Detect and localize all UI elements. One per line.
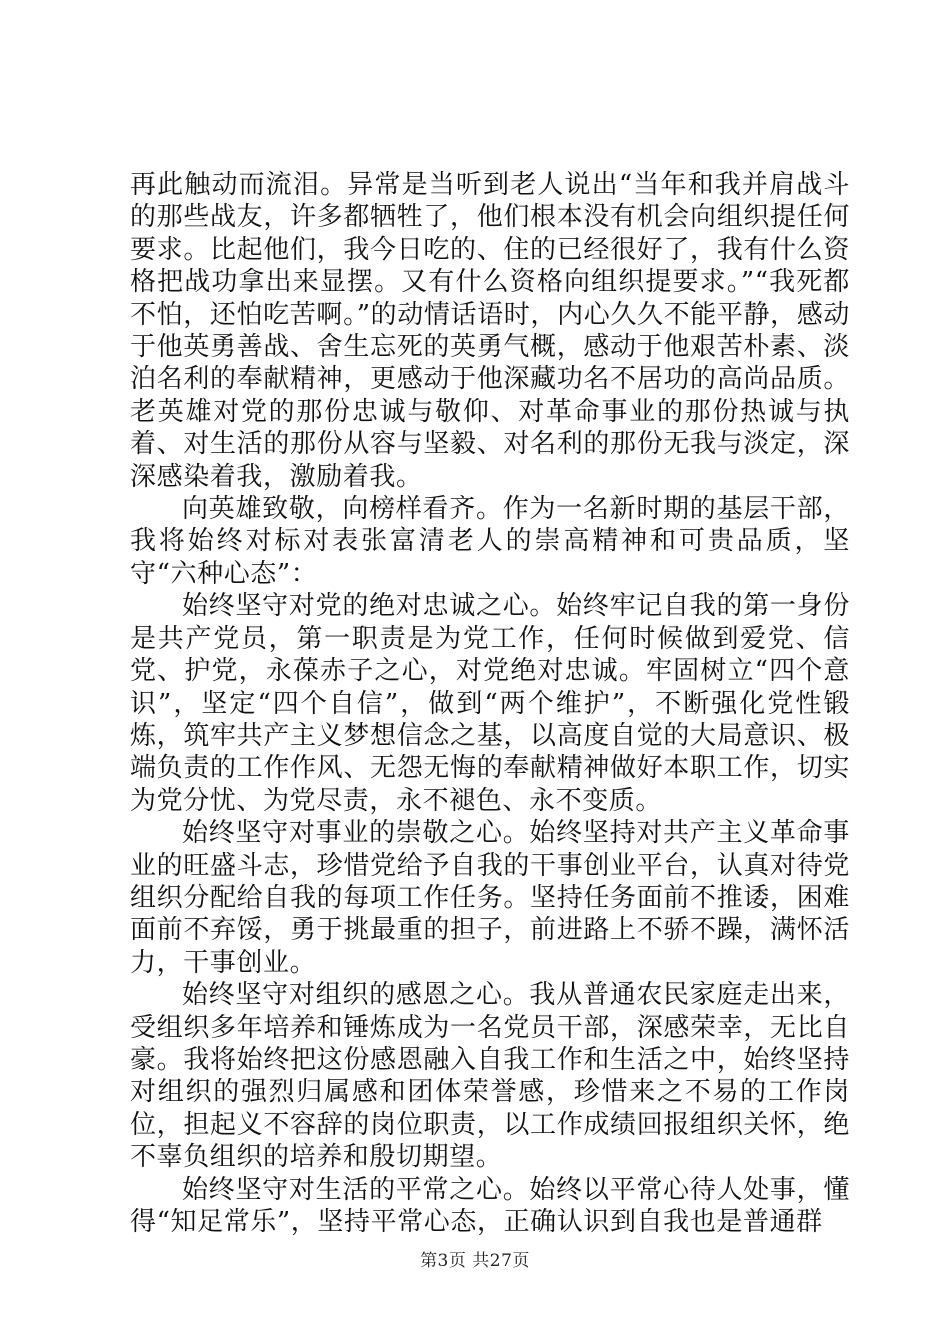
paragraph-3: 始终坚守对党的绝对忠诚之心。始终牢记自我的第一身份是共产党员，第一职责是为党工作，任何时候做到爱党、信党、护党，永葆赤子之心，对党绝对忠诚。牢固树立“四个意识”，坚定“四个自信”，做到“两个维护”，不断强化党性锻炼，筑牢共产主义梦想信念之基，以高度自觉的大局意识、极端负责的工作作风、无怨无悔的奉献精神做好本职工作，切实为党分忧、为党尽责，永不褪色、永不变质。 [130, 591, 850, 816]
paragraph-6: 始终坚守对生活的平常之心。始终以平常心待人处事，懂得“知足常乐”，坚持平常心态，正确认识到自我也是普通群 [130, 1174, 850, 1237]
paragraph-5: 始终坚守对组织的感恩之心。我从普通农民家庭走出来，受组织多年培养和锤炼成为一名党员干部，深感荣幸，无比自豪。我将始终把这份感恩融入自我工作和生活之中，始终坚持对组织的强烈归属感和团体荣誉感，珍惜来之不易的工作岗位，担起义不容辞的岗位职责，以工作成绩回报组织关怀，绝不辜负组织的培养和殷切期望。 [130, 980, 850, 1173]
paragraph-1: 再此触动而流泪。异常是当听到老人说出“当年和我并肩战斗的那些战友，许多都牺牲了，他们根本没有机会向组织提任何要求。比起他们，我今日吃的、住的已经很好了，我有什么资格把战功拿出来显摆。又有什么资格向组织提要求。”“我死都不怕，还怕吃苦啊。”的动情话语时，内心久久不能平静，感动于他英勇善战、舍生忘死的英勇气概，感动于他艰苦朴素、淡泊名利的奉献精神，更感动于他深藏功名不居功的高尚品质。老英雄对党的那份忠诚与敬仰、对革命事业的那份热诚与执着、对生活的那份从容与坚毅、对名利的那份无我与淡定，深深感染着我，激励着我。 [130, 170, 850, 492]
paragraph-2: 向英雄致敬，向榜样看齐。作为一名新时期的基层干部，我将始终对标对表张富清老人的崇高精神和可贵品质，坚守“六种心态”： [130, 494, 850, 589]
paragraph-4: 始终坚守对事业的崇敬之心。始终坚持对共产主义革命事业的旺盛斗志，珍惜党给予自我的干事创业平台，认真对待党组织分配给自我的每项工作任务。坚持任务面前不推诿，困难面前不弃馁，勇于挑最重的担子，前进路上不骄不躁，满怀活力，干事创业。 [130, 818, 850, 978]
document-body [130, 169, 850, 1238]
page-number-footer: 第3页 共27页 [420, 1251, 530, 1271]
